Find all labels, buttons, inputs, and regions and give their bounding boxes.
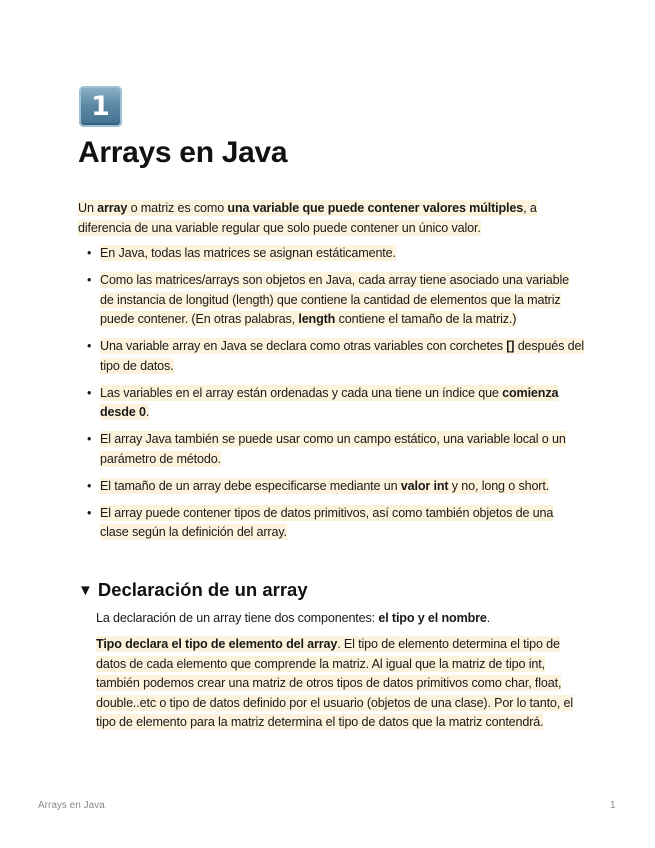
list-item-text: y no, long o short. <box>448 478 550 493</box>
section-bold: Tipo declara el tipo de elemento del array <box>96 637 338 651</box>
list-item <box>84 244 584 264</box>
bullet-dot-icon: • <box>87 273 92 287</box>
list-item-text: contiene el tamaño de la matriz.) <box>335 312 517 326</box>
list-item <box>84 504 584 543</box>
list-item-text: . <box>145 405 150 419</box>
section-text: . <box>486 611 491 625</box>
section-paragraph-1 <box>96 609 586 629</box>
list-item <box>84 477 584 497</box>
list-item <box>84 384 584 423</box>
list-item-text: después del tipo de datos. <box>100 339 584 373</box>
bullet-dot-icon: • <box>87 505 92 520</box>
intro-bold-array: array <box>97 201 128 215</box>
toggle-triangle-icon[interactable]: ▼ <box>78 582 93 599</box>
footer-page-number: 1 <box>610 800 616 811</box>
list-item <box>84 271 584 330</box>
intro-text-3: , a diferencia de una variable regular que solo puede contener un único valor. <box>78 201 537 235</box>
feature-list <box>84 244 584 550</box>
list-item <box>84 337 584 376</box>
keycap-one-emoji <box>79 86 122 127</box>
page-title: Arrays en Java <box>78 136 288 169</box>
list-item <box>84 430 584 469</box>
list-item-text: El array puede contener tipos de datos primitivos, así como también objetos de una clase según la definición del array. <box>100 505 554 539</box>
bullet-dot-icon: • <box>87 339 92 353</box>
list-item-text: En Java, todas las matrices se asignan estáticamente. <box>100 246 396 260</box>
intro-text-2: o matriz es como <box>127 201 228 215</box>
list-item-text: Como las matrices/arrays son objetos en Java, cada array tiene asociado una variable de instancia de longitud (length) que contiene la cantidad de elementos que la matriz puede contener. (En otras palabras, <box>100 273 570 326</box>
list-item-bold: length <box>298 312 336 326</box>
bullet-dot-icon: • <box>87 246 92 260</box>
list-item-text: El array Java también se puede usar como un campo estático, una variable local o un parámetro de método. <box>100 432 566 466</box>
bullet-dot-icon: • <box>87 385 92 400</box>
keycap-digit: 1 <box>91 91 110 122</box>
section-text: . El tipo de elemento determina el tipo de datos de cada elemento que comprende la matriz. Al igual que la matriz de tipo int, también podemos crear una matriz de otros tipos de datos primitivos como char, float, double..etc o tipo de datos definido por el usuario (objetos de una clase). Por lo tanto, el tipo de elemento para la matriz determina el tipo de datos que la matriz contendrá. <box>96 637 573 729</box>
list-item-text: Las variables en el array están ordenadas y cada una tiene un índice que <box>100 385 503 400</box>
footer-document-title: Arrays en Java <box>38 800 105 811</box>
section-bold: el tipo y el nombre <box>378 611 487 625</box>
section-toggle-heading[interactable] <box>78 579 308 601</box>
list-item-bold: comienza desde 0 <box>100 385 559 419</box>
intro-text-1: Un <box>78 201 98 215</box>
list-item-bold: [] <box>506 339 515 353</box>
list-item-bold: valor int <box>400 478 449 493</box>
intro-paragraph <box>78 199 578 238</box>
list-item-text: Una variable array en Java se declara como otras variables con corchetes <box>100 339 507 353</box>
section-text: La declaración de un array tiene dos componentes: <box>96 611 379 625</box>
intro-bold-multiple: una variable que puede contener valores múltiples <box>227 201 524 215</box>
bullet-dot-icon: • <box>87 432 92 446</box>
bullet-dot-icon: • <box>87 478 92 493</box>
list-item-text: El tamaño de un array debe especificarse mediante un <box>100 478 401 493</box>
section-heading-text: Declaración de un array <box>97 579 308 600</box>
section-paragraph-2 <box>96 635 586 733</box>
